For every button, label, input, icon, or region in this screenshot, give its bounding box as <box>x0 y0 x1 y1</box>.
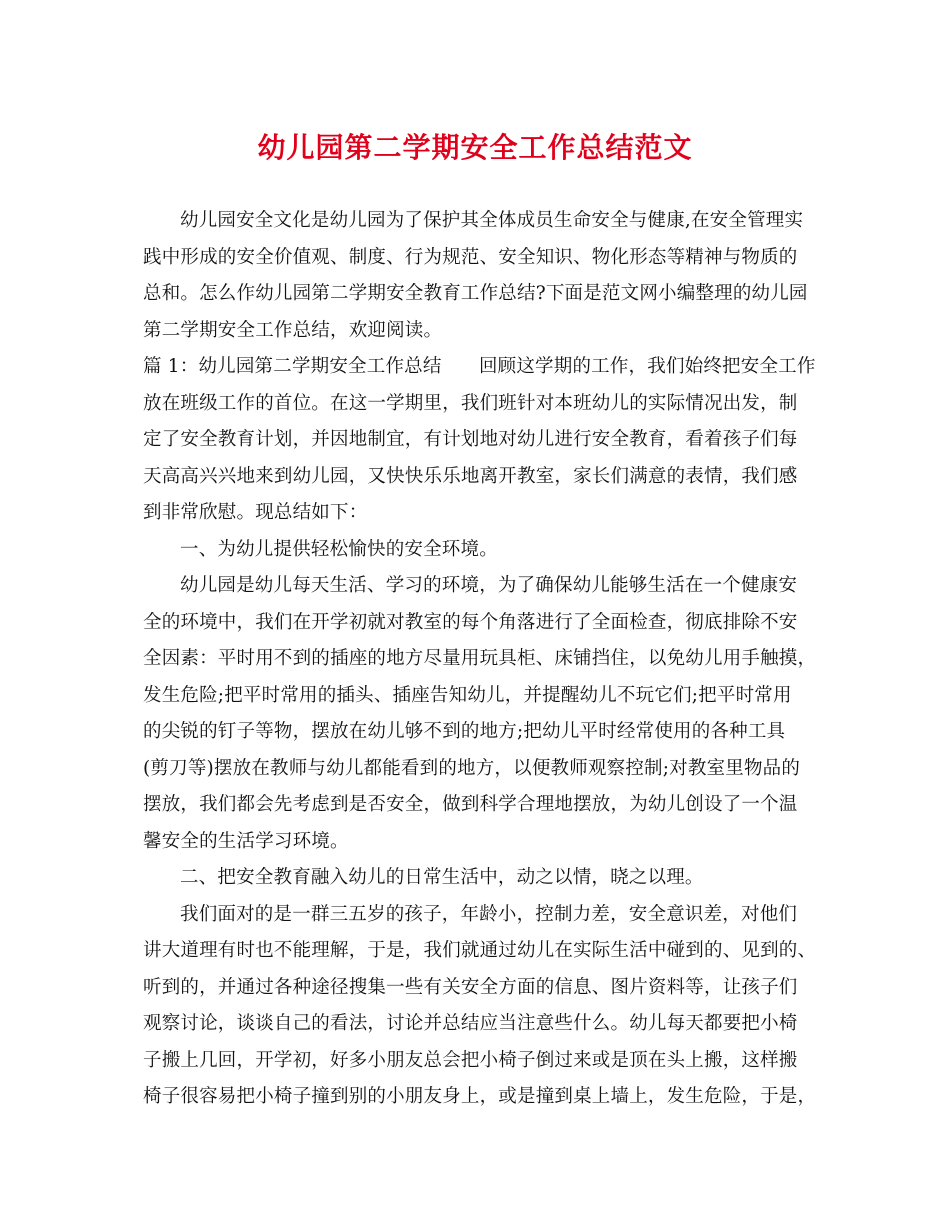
text-line: 摆放，我们都会先考虑到是否安全，做到科学合理地摆放，为幼儿创设了一个温 <box>143 794 798 815</box>
text-line: 馨安全的生活学习环境。 <box>143 830 349 852</box>
text-line: 我们面对的是一群三五岁的孩子，年龄小，控制力差，安全意识差，对他们 <box>180 903 798 925</box>
text-line: 幼儿园是幼儿每天生活、学习的环境，为了确保幼儿能够生活在一个健康安 <box>180 575 798 596</box>
text-line: 全因素：平时用不到的插座的地方尽量用玩具柜、床铺挡住，以免幼儿用手触摸， <box>143 648 817 669</box>
text-line: 的尖锐的钉子等物，摆放在幼儿够不到的地方;把幼儿平时经常使用的各种工具 <box>143 721 786 742</box>
text-line: 听到的，并通过各种途径搜集一些有关安全方面的信息、图片资料等，让孩子们 <box>143 976 798 998</box>
document-title: 幼儿园第二学期安全工作总结范文 <box>257 131 693 164</box>
text-line: 篇 1：幼儿园第二学期安全工作总结 回顾这学期的工作，我们始终把安全工作 <box>143 356 816 377</box>
text-line: 一、为幼儿提供轻松愉快的安全环境。 <box>180 538 498 560</box>
text-line: 二、把安全教育融入幼儿的日常生活中，动之以情，晓之以理。 <box>180 867 704 888</box>
text-line: 到非常欣慰。现总结如下： <box>143 502 368 523</box>
text-line: (剪刀等)摆放在教师与幼儿都能看到的地方，以便教师观察控制;对教室里物品的 <box>143 757 801 779</box>
text-line: 讲大道理有时也不能理解，于是，我们就通过幼儿在实际生活中碰到的、见到的、 <box>143 940 817 961</box>
text-line: 总和。怎么作幼儿园第二学期安全教育工作总结?下面是范文网小编整理的幼儿园 <box>143 283 808 304</box>
text-line: 椅子很容易把小椅子撞到别的小朋友身上，或是撞到桌上墙上，发生危险，于是， <box>143 1086 817 1107</box>
text-line: 第二学期安全工作总结，欢迎阅读。 <box>143 319 443 341</box>
document-body <box>143 203 817 1116</box>
text-line: 幼儿园安全文化是幼儿园为了保护其全体成员生命安全与健康,在安全管理实 <box>180 210 804 231</box>
text-line: 全的环境中，我们在开学初就对教室的每个角落进行了全面检查，彻底排除不安 <box>143 611 798 633</box>
text-line: 放在班级工作的首位。在这一学期里，我们班针对本班幼儿的实际情况出发，制 <box>143 392 798 414</box>
text-line: 践中形成的安全价值观、制度、行为规范、安全知识、物化形态等精神与物质的 <box>143 246 798 268</box>
text-line: 子搬上几回，开学初，好多小朋友总会把小椅子倒过来或是顶在头上搬，这样搬 <box>143 1049 798 1071</box>
text-line: 发生危险;把平时常用的插头、插座告知幼儿，并提醒幼儿不玩它们;把平时常用 <box>143 684 792 706</box>
text-line: 观察讨论，谈谈自己的看法，讨论并总结应当注意些什么。幼儿每天都要把小椅 <box>143 1013 798 1034</box>
text-line: 天高高兴兴地来到幼儿园，又快快乐乐地离开教室，家长们满意的表情，我们感 <box>143 465 798 487</box>
text-line: 定了安全教育计划，并因地制宜，有计划地对幼儿进行安全教育，看着孩子们每 <box>143 429 798 450</box>
